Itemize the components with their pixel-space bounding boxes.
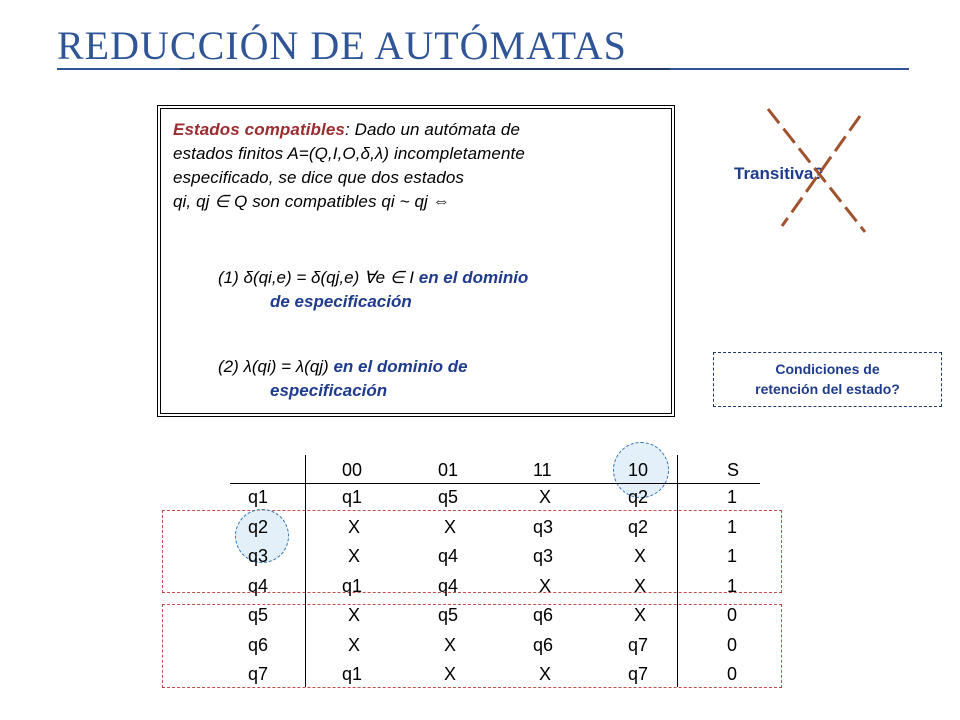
table-cell: X [444,664,457,684]
table-cell: 1 [727,575,738,596]
table-state-divider [305,455,306,687]
table-state-cell: q1 [248,487,269,507]
table-state-cell: q4 [248,575,269,596]
table-cell: X [539,487,552,507]
table-cell: X [539,664,552,684]
table-state-cell: q2 [248,516,269,537]
definition-term: Estados compatibles [173,120,345,139]
table-cell: 0 [727,605,738,625]
table-cell: q1 [342,664,363,684]
table-cell: q3 [533,546,554,566]
table-cell: X [539,575,552,596]
table-state-cell: q6 [248,634,269,655]
definition-line4: qi, qj ∈ Q son compatibles qi ~ qj ⇔ [173,192,450,211]
table-cell: 0 [727,634,738,655]
table-cell: q2 [628,487,649,507]
retention-note [713,352,942,407]
table-cell: q7 [628,664,649,684]
table-cell: X [634,575,647,596]
table-cell: q1 [342,575,363,596]
condition-1-emph-a: en el dominio [418,268,529,287]
condition-2-emph-b: especificación [270,381,388,400]
condition-2-prefix: (2) λ(qi) = λ(qj) [218,357,334,376]
table-header-cell: S [727,460,740,480]
cross-out-icon [760,104,870,236]
table-cell: 1 [727,487,738,507]
definition-text [173,118,668,214]
retention-note-line1: Condiciones de [775,361,880,377]
title-underline-accent [180,68,670,70]
table-cell: 0 [727,664,738,684]
table-state-cell: q3 [248,546,269,566]
table-cell: q4 [438,546,459,566]
table-header-cell: 10 [628,460,649,480]
table-header-cell: 11 [533,460,552,480]
table-cell: X [348,634,361,655]
table-state-cell: q7 [248,664,269,684]
table-header-cell: 00 [342,460,363,480]
retention-note-line2: retención del estado? [755,381,900,397]
condition-2 [218,355,658,403]
condition-1-emph-b: de especificación [270,292,412,311]
table-cell: X [348,516,361,537]
table-cell: q6 [533,634,554,655]
definition-line2: estados finitos A=(Q,I,O,δ,λ) incompletamente [173,144,525,163]
condition-2-emph-a: en el dominio de [333,357,468,376]
table-cell: q6 [533,605,554,625]
table-cell: 1 [727,546,738,566]
table-state-cell: q5 [248,605,269,625]
table-cell: X [634,546,647,566]
page-title: REDUCCIÓN DE AUTÓMATAS [57,23,627,68]
table-cell: q5 [438,605,459,625]
table-output-divider [677,455,678,687]
table-cell: q3 [533,516,554,537]
table-cell: X [444,516,457,537]
table-cell: q2 [628,516,649,537]
condition-1-prefix: (1) δ(qi,e) = δ(qj,e) ∀e ∈ I [218,268,419,287]
table-cell: q7 [628,634,649,655]
definition-line3: especificado, se dice que dos estados [173,168,464,187]
table-cell: q5 [438,487,459,507]
table-cell: X [348,605,361,625]
table-cell: q4 [438,575,459,596]
table-header-cell: 01 [438,460,459,480]
transitiva-label: Transitiva? [734,164,824,183]
definition-line1: : Dado un autómata de [344,120,521,139]
table-cell: X [634,605,647,625]
table-cell: X [348,546,361,566]
table-cell: q1 [342,487,363,507]
table-cell: X [444,634,457,655]
table-cell: 1 [727,516,738,537]
condition-1 [218,266,668,314]
table-header-rule [230,483,760,484]
